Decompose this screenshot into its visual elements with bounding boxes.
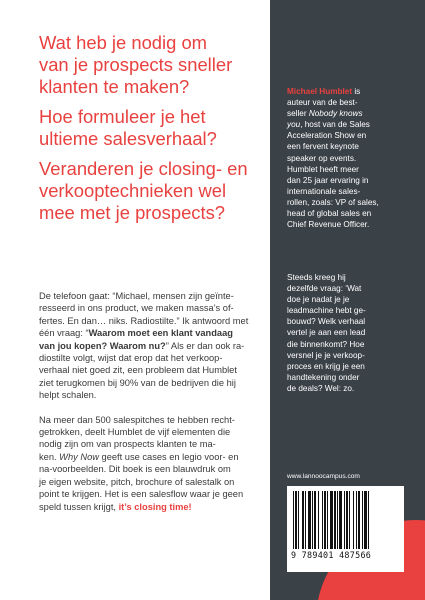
barcode-bar	[322, 491, 323, 549]
isbn-number: 9 789401 487566	[291, 550, 372, 560]
author-name: Michael Humblet	[287, 87, 353, 96]
barcode-bar	[305, 491, 306, 549]
publisher-website: www.lannoocampus.com	[287, 473, 360, 480]
question-block	[39, 32, 271, 232]
author-bio: Michael Humblet is auteur van de best- seller Nobody knows you, host van de Sales Acceleration Show en een fervent keynote speaker op events. Humblet heeft meer dan 25 jaar ervaring in internationale sales- rollen, zoals: VP of sales, head of global sales en Chief Revenue Officer.	[287, 87, 379, 230]
barcode-bar	[339, 491, 342, 549]
barcode-bar	[318, 491, 319, 549]
barcode-bar	[302, 491, 304, 549]
barcode-bar	[324, 491, 326, 549]
barcode-bar	[314, 491, 316, 549]
barcode-bars	[293, 491, 398, 549]
barcode-bar	[293, 491, 294, 549]
barcode-bar	[356, 491, 357, 549]
barcode-bar	[349, 491, 350, 549]
barcode-bar	[353, 491, 354, 549]
barcode-bar	[330, 491, 333, 549]
barcode-bar	[295, 491, 297, 549]
blurb-text	[39, 290, 264, 525]
author-question-text: Steeds kreeg hij dezelfde vraag: ‘Wat doe je nadat je je leadmachine hebt ge- bouwd? Welk verhaal vertel je aan een lead die binnenkomt? Hoe versnel je je verkoop- proces en krijg je een handtekening onder de deals? Wel: zo.	[287, 273, 366, 393]
barcode-bar	[308, 491, 311, 549]
blurb-paragraph-1: De telefoon gaat: “Michael, mensen zijn geïnte- resseerd in ons product, we maken massa’s of- fertes. En dan… niks. Radiostilte.” Ik antwoord met één vraag: “Waarom moet een klant vandaag van jou kopen? Waarom nu?” Als er dan ook ra- diostilte volgt, wijst dat erop dat het verkoop- verhaal niet goed zit, een probleem dat Humblet ziet terugkomen bij 90% van de bedrijven die hij helpt schalen.	[39, 291, 249, 401]
barcode-bar	[362, 491, 363, 549]
barcode-bar	[358, 491, 360, 549]
question-3: Veranderen je closing- en verkooptechnieken wel mee met je prospects?	[39, 158, 248, 223]
isbn-barcode	[287, 486, 404, 572]
barcode-bar	[346, 491, 348, 549]
barcode-bar	[337, 491, 338, 549]
barcode-bar	[327, 491, 328, 549]
barcode-bar	[364, 491, 367, 549]
right-panel	[270, 0, 425, 600]
barcode-bar	[334, 491, 336, 549]
barcode-bar	[298, 491, 299, 549]
question-2: Hoe formuleer je het ultieme salesverhaal?	[39, 106, 217, 149]
blurb-paragraph-2: Na meer dan 500 salespitches te hebben recht- getrokken, deelt Humblet de vijf elementen die nodig zijn om van prospects klanten te ma- ken. Why Now geeft use cases en legio voor- en na-voorbeelden. Dit boek is een blauwdruk om je eigen website, pitch, brochure of salestalk on point te krijgen. Het is een salesflow waar je geen speld tussen krijgt, it’s closing time!	[39, 414, 244, 512]
barcode-bar	[344, 491, 345, 549]
barcode-bar	[312, 491, 313, 549]
barcode-bar	[368, 491, 369, 549]
question-1: Wat heb je nodig om van je prospects sneller klanten te maken?	[39, 32, 233, 97]
